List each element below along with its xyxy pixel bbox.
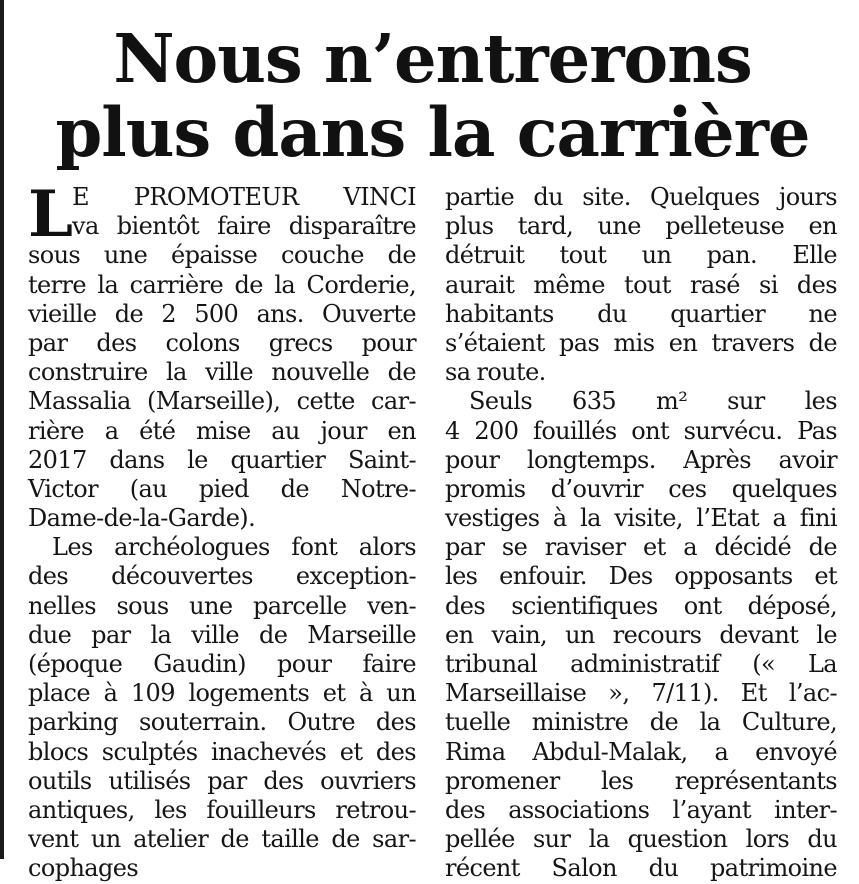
text-line: sa route.	[445, 358, 546, 387]
text-line: tuelle ministre de la Culture,	[445, 708, 837, 737]
text-line: vestiges à la visite, l’Etat a fini	[445, 504, 837, 533]
text-line: (époque Gaudin) pour faire	[28, 650, 416, 678]
headline-line-1: Nous n’entrerons	[113, 19, 752, 98]
article-column-left	[28, 177, 416, 884]
text-line: aurait même tout rasé si des	[445, 270, 837, 299]
text-line: s’étaient pas mis en travers de	[445, 328, 837, 357]
text-line: par des colons grecs pour	[28, 328, 416, 357]
text-line: promis d’ouvrir ces quelques	[445, 474, 837, 503]
text-line: Victor (au pied de Notre-	[28, 474, 416, 503]
text-line: des découvertes exception-	[28, 562, 416, 591]
text-line: Les archéologues font alors	[52, 533, 416, 562]
text-line: place à 109 logements et à un	[28, 679, 416, 708]
text-line: terre la carrière de la Corderie,	[28, 270, 416, 299]
text-line: détruit tout un pan. Elle	[445, 241, 837, 270]
text-line: pour longtemps. Après avoir	[445, 445, 837, 474]
text-line: 2017 dans le quartier Saint-	[28, 445, 416, 474]
text-line: pellée sur la question lors du	[445, 825, 837, 854]
text-line: habitants du quartier ne	[445, 299, 837, 328]
text-line: Rima Abdul-Malak, a envoyé	[445, 737, 837, 766]
column-rule	[0, 0, 4, 859]
text-line: Marseillaise », 7/11). Et l’ac-	[445, 679, 837, 708]
text-line: due par la ville de Marseille	[28, 620, 416, 649]
text-line: des associations l’ayant inter-	[445, 795, 837, 824]
text-line: récent Salon du patrimoine	[445, 854, 837, 883]
headline-line-2: plus dans la carrière	[55, 93, 810, 172]
text-line: sous une épaisse couche de	[28, 241, 416, 270]
text-line: va bientôt faire disparaître	[72, 212, 416, 241]
article-headline	[8, 19, 857, 172]
text-line: outils utilisés par des ouvriers	[28, 766, 416, 795]
text-line: les enfouir. Des opposants et	[445, 562, 837, 591]
text-line: 4 200 fouillés ont survécu. Pas	[445, 416, 837, 445]
text-line: des scientifiques ont déposé,	[445, 591, 837, 620]
text-line: rière a été mise au jour en	[28, 416, 416, 445]
text-line: plus tard, une pelleteuse en	[445, 212, 837, 241]
text-line: Massalia (Marseille), cette car-	[28, 387, 416, 416]
text-line: construire la ville nouvelle de	[28, 358, 416, 387]
article-column-right	[445, 183, 837, 884]
text-line: en vain, un recours devant le	[445, 620, 837, 649]
text-line: tribunal administratif (« La	[445, 650, 837, 678]
text-line: E PROMOTEUR VINCI	[72, 183, 416, 211]
text-line: Dame-de-la-Garde).	[28, 504, 256, 533]
text-line: parking souterrain. Outre des	[28, 708, 416, 737]
text-line: antiques, les fouilleurs retrou-	[28, 795, 416, 824]
text-line: par se raviser et a décidé de	[445, 533, 837, 562]
text-line: blocs sculptés inachevés et des	[28, 737, 416, 766]
text-line: promener les représentants	[445, 766, 837, 795]
text-line: nelles sous une parcelle ven-	[28, 591, 416, 620]
text-line: vieille de 2 500 ans. Ouverte	[28, 299, 416, 328]
text-line: vent un atelier de taille de sar-	[28, 825, 416, 854]
drop-cap: L	[28, 177, 73, 252]
text-line: Seuls 635 m² sur les	[469, 387, 837, 416]
text-line: partie du site. Quelques jours	[445, 183, 837, 211]
text-line: cophages	[28, 854, 139, 883]
